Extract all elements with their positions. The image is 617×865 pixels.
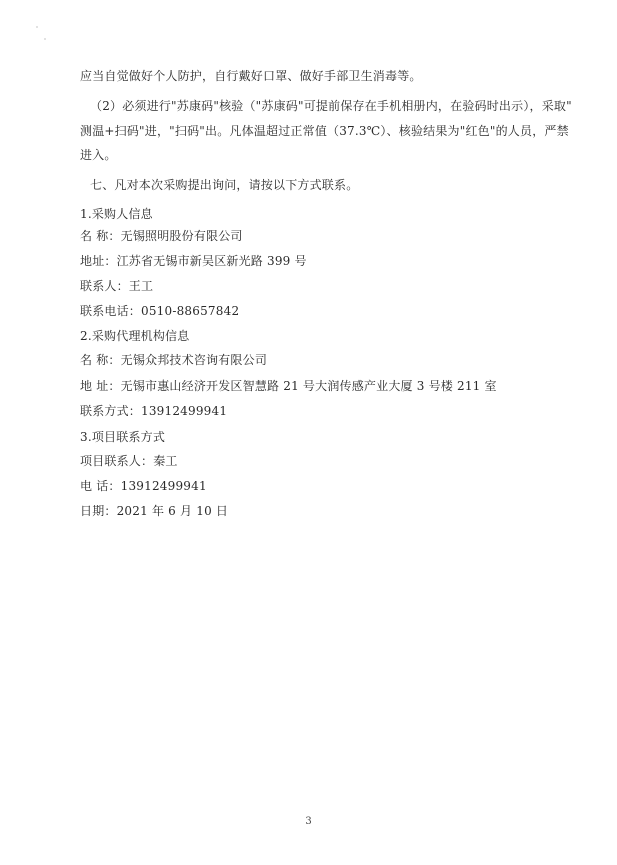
subheading-agency: 2.采购代理机构信息 <box>80 329 190 343</box>
subheading-purchaser: 1.采购人信息 <box>80 207 153 221</box>
section-heading-contact: 七、凡对本次采购提出询问，请按以下方式联系。 <box>90 178 359 192</box>
scan-speck <box>36 26 38 28</box>
project-phone: 电 话：13912499941 <box>80 479 207 493</box>
text-line-entry: 进入。 <box>80 148 117 162</box>
agency-address: 地 址：无锡市惠山经济开发区智慧路 21 号大润传感产业大厦 3 号楼 211 室 <box>80 379 497 393</box>
text-line-health-code: （2）必须进行"苏康码"核验（"苏康码"可提前保存在手机相册内，在验码时出示），采取" <box>90 99 572 113</box>
agency-name: 名 称：无锡众邦技术咨询有限公司 <box>80 353 268 367</box>
project-contact-person: 项目联系人：秦工 <box>80 454 178 468</box>
purchaser-contact-person: 联系人：王工 <box>80 279 154 293</box>
document-date: 日期：2021 年 6 月 10 日 <box>80 504 229 518</box>
text-line-temperature: 测温+扫码"进，"扫码"出。凡体温超过正常值（37.3℃）、核验结果为"红色"的人员，严禁 <box>80 124 569 138</box>
purchaser-address: 地址：江苏省无锡市新吴区新光路 399 号 <box>80 254 307 268</box>
page-number: 3 <box>305 816 312 827</box>
purchaser-name: 名 称：无锡照明股份有限公司 <box>80 229 243 243</box>
agency-contact: 联系方式：13912499941 <box>80 404 228 418</box>
subheading-project-contact: 3.项目联系方式 <box>80 430 166 444</box>
text-line-hygiene: 应当自觉做好个人防护，自行戴好口罩、做好手部卫生消毒等。 <box>80 69 422 83</box>
purchaser-phone: 联系电话：0510-88657842 <box>80 304 240 318</box>
scan-speck <box>44 38 46 40</box>
